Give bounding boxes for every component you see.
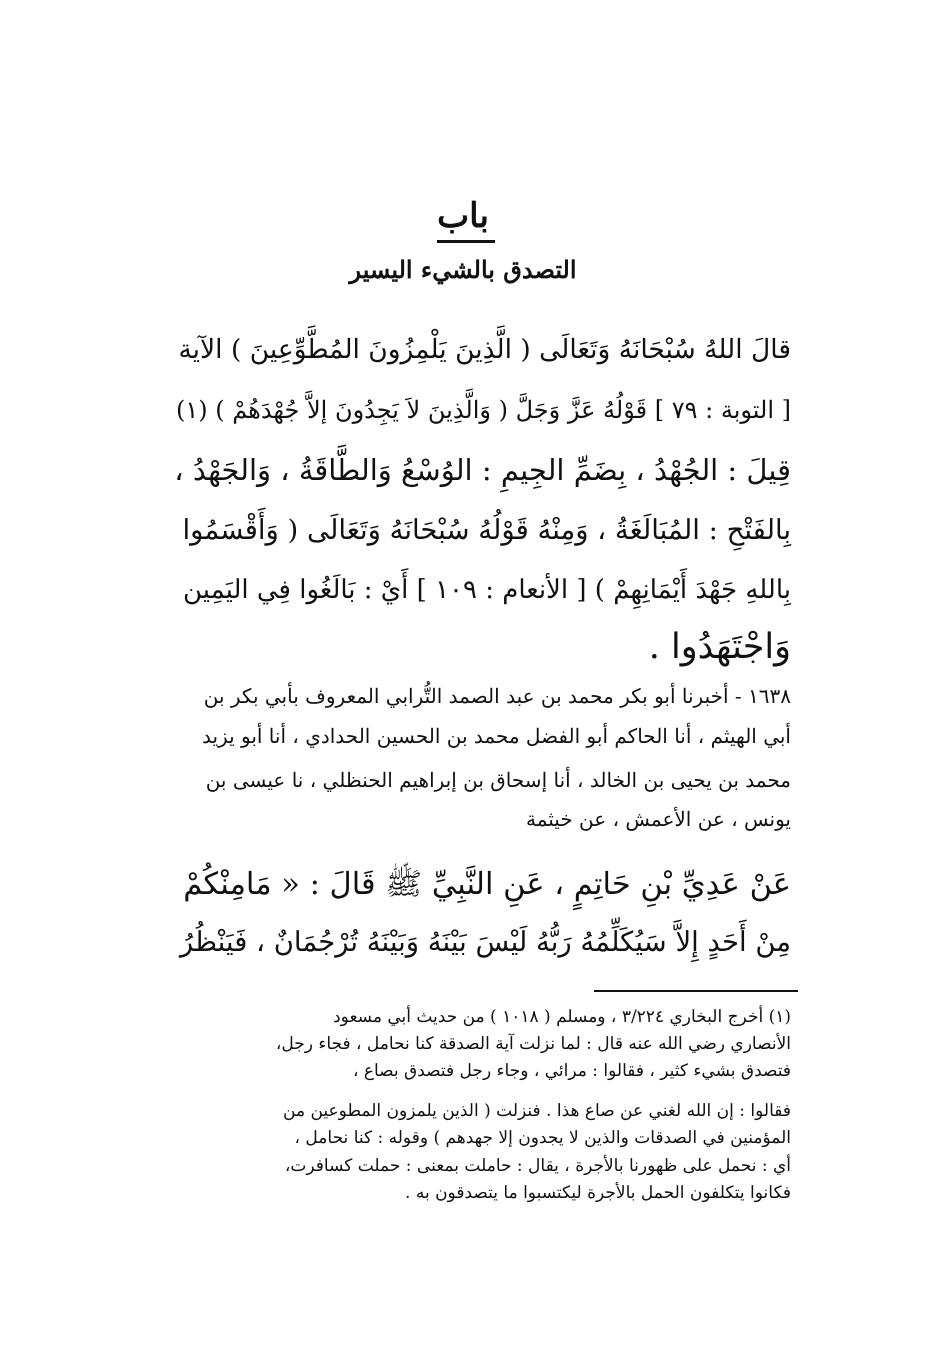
hadith-chain-line: يونس ، عن الأعمش ، عن خيثمة: [525, 807, 791, 831]
hadith-text-line: مِنْ أَحَدٍ إِلاَّ سَيُكَلِّمُهُ رَبُّهُ لَيْسَ بَيْنَهُ وَبَيْنَهُ تُرْجُمَانٌ ، فَيَنْظُرُ: [179, 926, 791, 958]
hadith-chain-line: أبي الهيثم ، أنا الحاكم أبو الفضل محمد بن الحسين الحدادي ، أنا أبو يزيد: [201, 724, 791, 748]
chapter-title: باب: [437, 196, 489, 236]
footnote-line: فتصدق بشيء كثير ، فقالوا : مرائي ، وجاء رجل فتصدق بصاع ،: [352, 1061, 791, 1081]
main-text-line: [ التوبة : ٧٩ ] قَوْلُهُ عَزَّ وَجَلَّ ( وَالَّذِينَ لاَ يَجِدُونَ إلاَّ جُهْدَهُمْ ) (١): [175, 396, 791, 424]
main-text-line: قِيلَ : الجُهْدُ ، بِضَمِّ الجِيمِ : الوُسْعُ وَالطَّاقَةُ ، وَالجَهْدُ ،: [174, 453, 791, 487]
footnote-line: فقالوا : إن الله لغني عن صاع هذا . فنزلت ( الذين يلمزون المطوعين من: [283, 1101, 791, 1121]
chapter-title-underline: [437, 240, 495, 243]
footnote-line: (١) أخرج البخاري ٣/٢٢٤ ، ومسلم ( ١٠١٨ ) من حديث أبي مسعود: [333, 1007, 791, 1027]
footnote-line: فكانوا يتكلفون الحمل بالأجرة ليكتسبوا ما يتصدقون به .: [405, 1183, 791, 1203]
main-text-line: بِالفَتْحِ : المُبَالَغَةُ ، وَمِنْهُ قَوْلُهُ سُبْحَانَهُ وَتَعَالَى ( وَأَقْسَمُوا: [182, 514, 791, 546]
hadith-text-line: عَنْ عَدِيِّ بْنِ حَاتِمٍ ، عَنِ النَّبِيِّ ﷺ قَالَ : « مَامِنْكُمْ: [183, 867, 791, 902]
footnote-line: المؤمنين في الصدقات والذين لا يجدون إلا جهدهم ) وقوله : كنا نحامل ،: [294, 1128, 791, 1148]
main-text-line: بِاللهِ جَهْدَ أَيْمَانِهِمْ ) [ الأنعام : ١٠٩ ] أَيْ : بَالَغُوا فِي اليَمِين: [182, 575, 791, 605]
footnote-separator: [594, 990, 798, 992]
footnote-line: الأنصاري رضي الله عنه قال : لما نزلت آية الصدقة كنا نحامل ، فجاء رجل،: [275, 1034, 791, 1054]
main-text-line: قالَ اللهُ سُبْحَانَهُ وَتَعَالَى ( الَّذِينَ يَلْمِزُونَ المُطَّوِّعِينَ ) الآية: [178, 334, 791, 365]
hadith-chain-line: ١٦٣٨ - أخبرنا أبو بكر محمد بن عبد الصمد التُّرابي المعروف بأبي بكر بن: [203, 684, 791, 708]
footnote-line: أي : نحمل على ظهورنا بالأجرة ، يقال : حاملت بمعنى : حملت كسافرت،: [284, 1156, 791, 1176]
chapter-subtitle: التصدق بالشيء اليسير: [349, 255, 577, 284]
hadith-chain-line: محمد بن يحيى بن الخالد ، أنا إسحاق بن إبراهيم الحنظلي ، نا عيسى بن: [205, 768, 791, 792]
main-text-line: وَاجْتَهَدُوا .: [648, 627, 791, 667]
